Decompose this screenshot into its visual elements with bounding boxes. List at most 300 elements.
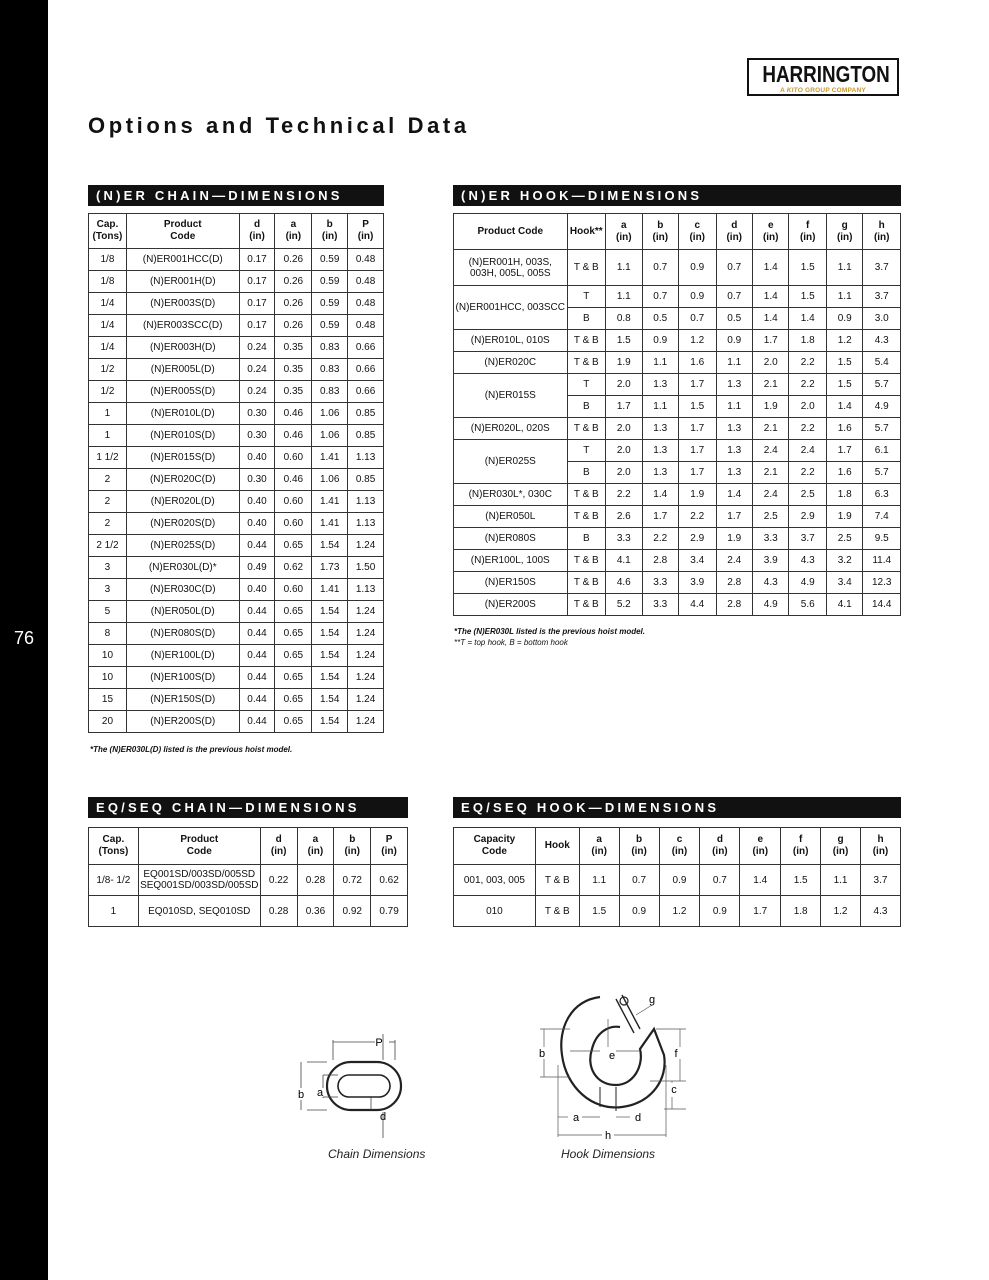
table-cell: 2.9 xyxy=(789,506,827,528)
product-code-cell: (N)ER100L, 100S xyxy=(454,550,568,572)
table-cell: 3.3 xyxy=(642,572,678,594)
table-cell: 1.9 xyxy=(606,352,642,374)
product-code-cell: (N)ER001H, 003S, 003H, 005L, 005S xyxy=(454,250,568,286)
hook-cell: T xyxy=(567,286,606,308)
table-cell: 4.9 xyxy=(789,572,827,594)
table-cell: (N)ER020S(D) xyxy=(126,513,239,535)
column-header: Hook xyxy=(535,828,579,865)
harrington-logo xyxy=(747,58,899,96)
table-cell: 0.7 xyxy=(642,286,678,308)
ner-hook-header: (N)ER HOOK—DIMENSIONS xyxy=(453,185,901,206)
table-cell: 8 xyxy=(89,623,127,645)
table-cell: 4.4 xyxy=(679,594,717,616)
table-cell: 0.62 xyxy=(275,557,312,579)
table-cell: 5.7 xyxy=(863,418,901,440)
table-cell: 2.0 xyxy=(606,462,642,484)
table-cell: 0.44 xyxy=(239,667,275,689)
table-cell: 0.8 xyxy=(606,308,642,330)
product-code-cell: (N)ER150S xyxy=(454,572,568,594)
table-cell: 3.3 xyxy=(752,528,788,550)
column-header: Product Code xyxy=(126,214,239,249)
table-cell: 0.59 xyxy=(312,249,348,271)
table-row xyxy=(89,645,384,667)
table-cell: 12.3 xyxy=(863,572,901,594)
table-cell: 4.9 xyxy=(863,396,901,418)
table-cell: 0.48 xyxy=(348,249,384,271)
table-cell: 1.6 xyxy=(679,352,717,374)
table-cell: 2.4 xyxy=(716,550,752,572)
ner-chain-note: *The (N)ER030L(D) listed is the previous hoist model. xyxy=(90,745,293,754)
table-cell: EQ010SD, SEQ010SD xyxy=(138,896,260,927)
ner-hook-note-2: **T = top hook, B = bottom hook xyxy=(454,638,568,647)
hook-cell: T & B xyxy=(567,330,606,352)
table-cell: 1/8 xyxy=(89,271,127,293)
table-cell: 0.44 xyxy=(239,601,275,623)
table-cell: 1/4 xyxy=(89,315,127,337)
ner-chain-table xyxy=(88,213,384,733)
table-row xyxy=(454,896,901,927)
table-cell: 1.4 xyxy=(716,484,752,506)
table-cell: 1.7 xyxy=(679,440,717,462)
table-cell: 1.8 xyxy=(781,896,821,927)
table-cell: 1.4 xyxy=(752,250,788,286)
table-cell: 1.41 xyxy=(312,579,348,601)
table-cell: (N)ER003S(D) xyxy=(126,293,239,315)
table-cell: 1.2 xyxy=(679,330,717,352)
table-row xyxy=(89,865,408,896)
table-row xyxy=(454,506,901,528)
table-row xyxy=(89,601,384,623)
table-cell: (N)ER150S(D) xyxy=(126,689,239,711)
table-cell: 1.6 xyxy=(826,418,862,440)
table-cell: 0.40 xyxy=(239,513,275,535)
table-cell: 0.35 xyxy=(275,359,312,381)
hook-label-h: h xyxy=(604,1130,612,1142)
table-cell: 1.1 xyxy=(716,352,752,374)
column-header: b (in) xyxy=(642,214,678,250)
table-cell: 1.7 xyxy=(752,330,788,352)
table-cell: 1.3 xyxy=(642,462,678,484)
table-cell: 6.3 xyxy=(863,484,901,506)
table-cell: 0.44 xyxy=(239,623,275,645)
table-cell: 0.65 xyxy=(275,535,312,557)
table-cell: 0.9 xyxy=(642,330,678,352)
hook-label-e: e xyxy=(608,1050,616,1062)
table-cell: 0.9 xyxy=(826,308,862,330)
column-header: a (in) xyxy=(297,828,334,865)
header-row xyxy=(89,214,384,249)
table-cell: 1.06 xyxy=(312,425,348,447)
table-cell: 0.5 xyxy=(716,308,752,330)
table-cell: 2.0 xyxy=(606,440,642,462)
chain-label-d: d xyxy=(379,1111,387,1123)
table-cell: (N)ER020L(D) xyxy=(126,491,239,513)
table-cell: 4.9 xyxy=(752,594,788,616)
hook-cell: T xyxy=(567,374,606,396)
table-row xyxy=(454,330,901,352)
column-header: g (in) xyxy=(821,828,861,865)
table-cell: 3.4 xyxy=(679,550,717,572)
column-header: a (in) xyxy=(579,828,619,865)
eq-hook-header: EQ/SEQ HOOK—DIMENSIONS xyxy=(453,797,901,818)
product-code-cell: (N)ER001HCC, 003SCC xyxy=(454,286,568,330)
table-row xyxy=(89,469,384,491)
table-cell: 1.5 xyxy=(781,865,821,896)
table-cell: 1.5 xyxy=(679,396,717,418)
hook-cell: B xyxy=(567,462,606,484)
table-cell: 1.54 xyxy=(312,689,348,711)
table-cell: 1.54 xyxy=(312,645,348,667)
table-cell: 1/8 xyxy=(89,249,127,271)
table-cell: 0.9 xyxy=(700,896,740,927)
table-cell: 1.4 xyxy=(752,308,788,330)
hook-cell: T & B xyxy=(567,594,606,616)
table-cell: 4.3 xyxy=(863,330,901,352)
table-cell: 0.26 xyxy=(275,315,312,337)
table-row xyxy=(89,425,384,447)
table-row xyxy=(454,418,901,440)
table-cell: 0.48 xyxy=(348,315,384,337)
table-cell: 0.66 xyxy=(348,337,384,359)
table-cell: 1.3 xyxy=(642,418,678,440)
table-cell: (N)ER100L(D) xyxy=(126,645,239,667)
hook-dimensions-diagram xyxy=(530,985,700,1143)
column-header: P (in) xyxy=(371,828,408,865)
table-cell: (N)ER001H(D) xyxy=(126,271,239,293)
table-cell: 2.2 xyxy=(679,506,717,528)
table-cell: 1.4 xyxy=(826,396,862,418)
table-cell: 2.4 xyxy=(752,440,788,462)
column-header: Cap. (Tons) xyxy=(89,214,127,249)
table-cell: 2.2 xyxy=(642,528,678,550)
table-cell: 3.4 xyxy=(826,572,862,594)
table-cell: 1.50 xyxy=(348,557,384,579)
table-cell: 0.85 xyxy=(348,425,384,447)
table-cell: 1.8 xyxy=(789,330,827,352)
product-code-cell: (N)ER015S xyxy=(454,374,568,418)
table-cell: 2.2 xyxy=(789,418,827,440)
table-cell: 0.36 xyxy=(297,896,334,927)
column-header: b (in) xyxy=(334,828,371,865)
table-cell: 1.4 xyxy=(789,308,827,330)
table-cell: 2.5 xyxy=(789,484,827,506)
table-cell: 1.5 xyxy=(826,374,862,396)
table-cell: 0.26 xyxy=(275,271,312,293)
table-cell: 0.44 xyxy=(239,689,275,711)
table-cell: 4.1 xyxy=(826,594,862,616)
table-cell: 3.7 xyxy=(863,250,901,286)
table-cell: 1.54 xyxy=(312,623,348,645)
table-cell: 1.4 xyxy=(740,865,781,896)
table-cell: 0.66 xyxy=(348,359,384,381)
logo-subtitle: A KITO GROUP COMPANY xyxy=(780,87,866,94)
table-cell: 1.54 xyxy=(312,601,348,623)
table-row xyxy=(454,286,901,308)
column-header: f (in) xyxy=(789,214,827,250)
chain-label-p: P xyxy=(375,1037,383,1049)
table-row xyxy=(89,623,384,645)
table-cell: 0.9 xyxy=(716,330,752,352)
table-cell: 0.28 xyxy=(297,865,334,896)
table-cell: 0.62 xyxy=(371,865,408,896)
column-header: Capacity Code xyxy=(454,828,536,865)
table-cell: 1.2 xyxy=(821,896,861,927)
table-cell: 0.46 xyxy=(275,469,312,491)
hook-cell: B xyxy=(567,396,606,418)
column-header: e (in) xyxy=(740,828,781,865)
table-cell: 11.4 xyxy=(863,550,901,572)
hook-cell: T & B xyxy=(567,506,606,528)
product-code-cell: (N)ER020L, 020S xyxy=(454,418,568,440)
table-cell: 0.22 xyxy=(260,865,297,896)
table-cell: 0.59 xyxy=(312,271,348,293)
table-cell: 1 xyxy=(89,896,139,927)
column-header: Product Code xyxy=(454,214,568,250)
table-cell: 0.59 xyxy=(312,293,348,315)
product-code-cell: (N)ER080S xyxy=(454,528,568,550)
table-cell: 2.6 xyxy=(606,506,642,528)
table-cell: 1/2 xyxy=(89,359,127,381)
table-cell: 1.13 xyxy=(348,447,384,469)
table-cell: 1.1 xyxy=(826,286,862,308)
table-cell: 4.3 xyxy=(860,896,900,927)
table-cell: (N)ER003H(D) xyxy=(126,337,239,359)
column-header: c (in) xyxy=(659,828,700,865)
table-cell: 0.48 xyxy=(348,271,384,293)
table-cell: 1.54 xyxy=(312,711,348,733)
table-row xyxy=(454,250,901,286)
table-cell: 1.1 xyxy=(826,250,862,286)
table-row xyxy=(89,359,384,381)
table-cell: 0.40 xyxy=(239,447,275,469)
table-row xyxy=(454,550,901,572)
table-cell: 0.44 xyxy=(239,535,275,557)
table-cell: 1/8- 1/2 xyxy=(89,865,139,896)
table-cell: 0.60 xyxy=(275,513,312,535)
table-cell: 0.79 xyxy=(371,896,408,927)
eq-chain-table xyxy=(88,827,408,927)
table-cell: 10 xyxy=(89,667,127,689)
table-cell: 0.66 xyxy=(348,381,384,403)
column-header: d (in) xyxy=(239,214,275,249)
table-cell: 3.7 xyxy=(789,528,827,550)
table-cell: 2.2 xyxy=(606,484,642,506)
table-cell: 0.5 xyxy=(642,308,678,330)
table-cell: 0.60 xyxy=(275,491,312,513)
table-cell: 1.7 xyxy=(826,440,862,462)
table-cell: T & B xyxy=(535,865,579,896)
table-cell: 4.1 xyxy=(606,550,642,572)
table-cell: 1.1 xyxy=(606,250,642,286)
table-row xyxy=(89,896,408,927)
column-header: h (in) xyxy=(863,214,901,250)
table-cell: 1.3 xyxy=(716,462,752,484)
table-cell: 14.4 xyxy=(863,594,901,616)
table-cell: 3 xyxy=(89,557,127,579)
hook-label-c: c xyxy=(671,1084,677,1096)
table-cell: 2.4 xyxy=(752,484,788,506)
table-cell: 1 xyxy=(89,425,127,447)
table-cell: 1.24 xyxy=(348,535,384,557)
product-code-cell: (N)ER200S xyxy=(454,594,568,616)
table-cell: 2.0 xyxy=(606,374,642,396)
table-cell: 1 xyxy=(89,403,127,425)
table-cell: 10 xyxy=(89,645,127,667)
table-cell: 2.5 xyxy=(826,528,862,550)
table-cell: 4.3 xyxy=(789,550,827,572)
table-cell: 6.1 xyxy=(863,440,901,462)
chain-label-b: b xyxy=(297,1089,305,1101)
table-cell: 1.24 xyxy=(348,601,384,623)
table-cell: 7.4 xyxy=(863,506,901,528)
table-cell: 0.48 xyxy=(348,293,384,315)
table-cell: 3.3 xyxy=(642,594,678,616)
logo-name: HARRINGTON xyxy=(762,61,890,87)
table-cell: 0.30 xyxy=(239,425,275,447)
table-cell: 2.1 xyxy=(752,374,788,396)
table-cell: 1.13 xyxy=(348,579,384,601)
table-cell: 0.24 xyxy=(239,381,275,403)
table-cell: 1/2 xyxy=(89,381,127,403)
chain-dimensions-diagram xyxy=(285,1030,435,1142)
table-cell: 1/4 xyxy=(89,337,127,359)
table-cell: 5 xyxy=(89,601,127,623)
column-header: e (in) xyxy=(752,214,788,250)
table-cell: 2.0 xyxy=(752,352,788,374)
page-number: 76 xyxy=(13,628,35,648)
hook-cell: B xyxy=(567,308,606,330)
page-title: Options and Technical Data xyxy=(88,113,470,138)
table-cell: 1.7 xyxy=(740,896,781,927)
table-row xyxy=(454,352,901,374)
table-cell: 4.6 xyxy=(606,572,642,594)
table-cell: 3.9 xyxy=(679,572,717,594)
table-row xyxy=(89,557,384,579)
table-cell: 1.9 xyxy=(716,528,752,550)
product-code-cell: (N)ER010L, 010S xyxy=(454,330,568,352)
table-cell: 0.35 xyxy=(275,381,312,403)
table-cell: 2.8 xyxy=(642,550,678,572)
table-row xyxy=(89,337,384,359)
table-cell: T & B xyxy=(535,896,579,927)
table-cell: 3.9 xyxy=(752,550,788,572)
hook-label-f: f xyxy=(674,1048,678,1060)
hook-label-d: d xyxy=(634,1112,642,1124)
table-cell: (N)ER015S(D) xyxy=(126,447,239,469)
table-cell: 0.44 xyxy=(239,711,275,733)
table-cell: 0.7 xyxy=(716,286,752,308)
table-cell: 1.5 xyxy=(789,250,827,286)
table-cell: 0.35 xyxy=(275,337,312,359)
table-cell: 1.7 xyxy=(606,396,642,418)
table-cell: 1.73 xyxy=(312,557,348,579)
table-cell: 0.40 xyxy=(239,579,275,601)
table-cell: 1.41 xyxy=(312,447,348,469)
table-cell: 2.1 xyxy=(752,462,788,484)
table-row xyxy=(89,667,384,689)
table-cell: 1.06 xyxy=(312,403,348,425)
table-cell: 2.1 xyxy=(752,418,788,440)
hook-cell: T & B xyxy=(567,484,606,506)
table-cell: 2 xyxy=(89,513,127,535)
table-cell: 1.54 xyxy=(312,535,348,557)
table-cell: 1.7 xyxy=(716,506,752,528)
table-cell: 1/4 xyxy=(89,293,127,315)
table-row xyxy=(454,865,901,896)
table-row xyxy=(89,293,384,315)
table-cell: 1.8 xyxy=(826,484,862,506)
table-cell: 3 xyxy=(89,579,127,601)
table-cell: 1.13 xyxy=(348,491,384,513)
table-cell: 3.0 xyxy=(863,308,901,330)
table-cell: 1.06 xyxy=(312,469,348,491)
table-cell: (N)ER050L(D) xyxy=(126,601,239,623)
table-cell: 0.83 xyxy=(312,359,348,381)
table-row xyxy=(454,484,901,506)
table-cell: 1.1 xyxy=(821,865,861,896)
table-cell: 2 xyxy=(89,469,127,491)
column-header: b (in) xyxy=(312,214,348,249)
product-code-cell: (N)ER020C xyxy=(454,352,568,374)
table-row xyxy=(454,374,901,396)
product-code-cell: (N)ER025S xyxy=(454,440,568,484)
column-header: d (in) xyxy=(260,828,297,865)
table-cell: (N)ER010L(D) xyxy=(126,403,239,425)
header-row xyxy=(454,214,901,250)
table-cell: 001, 003, 005 xyxy=(454,865,536,896)
table-cell: 0.65 xyxy=(275,711,312,733)
table-cell: 1.24 xyxy=(348,623,384,645)
table-cell: 5.2 xyxy=(606,594,642,616)
table-cell: 2.9 xyxy=(679,528,717,550)
table-cell: 5.6 xyxy=(789,594,827,616)
table-cell: 0.46 xyxy=(275,403,312,425)
ner-chain-header: (N)ER CHAIN—DIMENSIONS xyxy=(88,185,384,206)
table-cell: 1.1 xyxy=(716,396,752,418)
table-cell: 1.41 xyxy=(312,513,348,535)
table-cell: (N)ER001HCC(D) xyxy=(126,249,239,271)
column-header: a (in) xyxy=(275,214,312,249)
chain-diagram-caption: Chain Dimensions xyxy=(328,1147,426,1161)
table-cell: 0.83 xyxy=(312,337,348,359)
table-cell: (N)ER200S(D) xyxy=(126,711,239,733)
eq-hook-table xyxy=(453,827,901,927)
table-cell: 2.8 xyxy=(716,572,752,594)
table-cell: 2 xyxy=(89,491,127,513)
column-header: P (in) xyxy=(348,214,384,249)
table-cell: 0.17 xyxy=(239,249,275,271)
table-cell: 1.5 xyxy=(789,286,827,308)
column-header: a (in) xyxy=(606,214,642,250)
table-cell: 0.24 xyxy=(239,337,275,359)
table-cell: 1.9 xyxy=(679,484,717,506)
table-cell: 1.1 xyxy=(579,865,619,896)
table-cell: 5.7 xyxy=(863,374,901,396)
table-cell: 9.5 xyxy=(863,528,901,550)
table-row xyxy=(89,271,384,293)
table-cell: 1 1/2 xyxy=(89,447,127,469)
table-cell: 1.5 xyxy=(826,352,862,374)
table-cell: 1.3 xyxy=(716,374,752,396)
table-cell: 2.5 xyxy=(752,506,788,528)
table-cell: 1.9 xyxy=(752,396,788,418)
table-cell: 0.85 xyxy=(348,469,384,491)
table-cell: 4.3 xyxy=(752,572,788,594)
table-cell: 3.7 xyxy=(860,865,900,896)
table-cell: 1.9 xyxy=(826,506,862,528)
table-cell: 0.60 xyxy=(275,579,312,601)
table-row xyxy=(454,572,901,594)
